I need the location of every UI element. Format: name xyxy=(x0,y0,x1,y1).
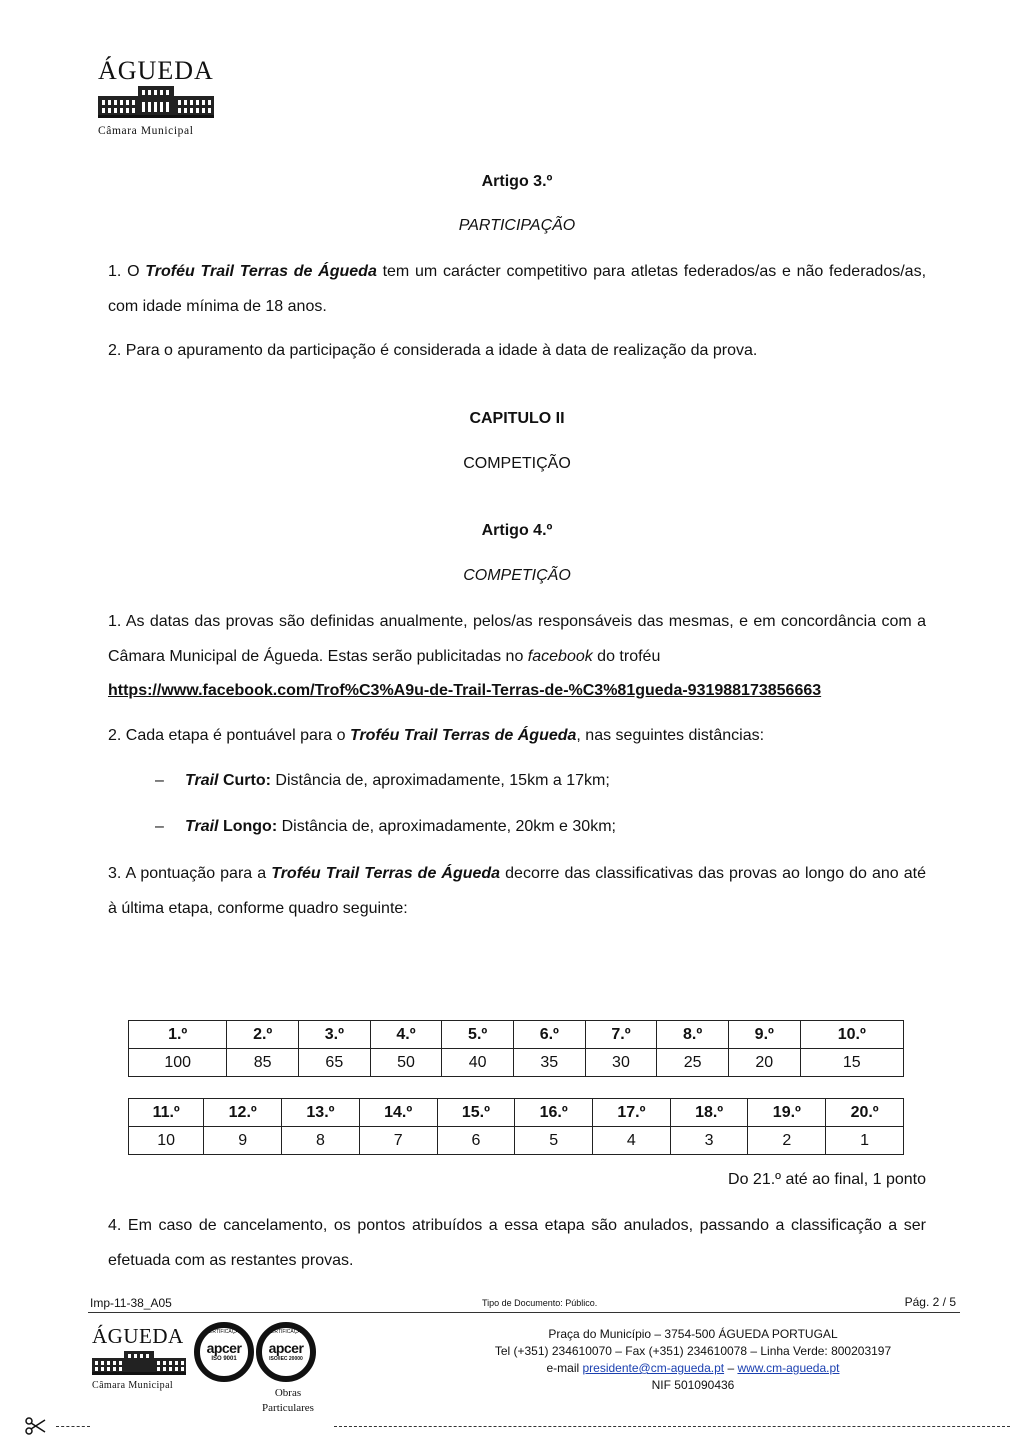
place-cell: 19.º xyxy=(748,1099,826,1127)
chapter-subtitle: COMPETIÇÃO xyxy=(463,455,571,472)
points-cell: 40 xyxy=(442,1049,514,1077)
footer-contacts xyxy=(470,1326,916,1394)
text: Longo: xyxy=(218,818,278,835)
scissors-icon xyxy=(24,1417,46,1435)
nif: NIF 501090436 xyxy=(651,1378,735,1392)
seal-brand: apcer xyxy=(268,1340,304,1356)
text: Trail xyxy=(185,818,219,835)
points-cell: 1 xyxy=(826,1127,904,1155)
phone: Tel (+351) 234610070 – Fax (+351) 234610078 – Linha Verde: 800203197 xyxy=(494,1344,892,1358)
footer-logo xyxy=(92,1324,192,1391)
text: Distância de, aproximadamente, 15km a 17km; xyxy=(270,772,610,789)
text: 2. Cada etapa é pontuável para o xyxy=(108,727,350,744)
points-cell: 100 xyxy=(129,1049,227,1077)
document-code: Imp-11-38_A05 xyxy=(90,1296,172,1310)
place-cell: 6.º xyxy=(513,1021,585,1049)
points-cell: 85 xyxy=(227,1049,299,1077)
website-link[interactable]: www.cm-agueda.pt xyxy=(737,1361,840,1375)
text: 1. As datas das provas são definidas anualmente, pelos/as responsáveis das mesmas, e em concordância com a Câmara Municipal de Águeda. Estas serão publicitadas no xyxy=(108,613,926,665)
bullet-trail-curto xyxy=(155,772,610,790)
logo-name: ÁGUEDA xyxy=(98,56,214,85)
text-emphasis: facebook xyxy=(527,648,593,665)
article-4-title: Artigo 4.º xyxy=(481,522,553,539)
bullet-trail-longo xyxy=(155,818,616,836)
logo-subtitle: Câmara Municipal xyxy=(98,125,194,137)
cut-line-left xyxy=(56,1426,90,1427)
text: , nas seguintes distâncias: xyxy=(576,727,765,744)
email-label: e-mail xyxy=(546,1361,583,1375)
document-type: Tipo de Documento: Público. xyxy=(482,1298,598,1308)
text: 1. O xyxy=(108,263,146,280)
points-cell: 25 xyxy=(657,1049,729,1077)
place-cell: 10.º xyxy=(800,1021,903,1049)
article-4-subtitle: COMPETIÇÃO xyxy=(463,567,571,584)
building-icon xyxy=(98,84,214,118)
text: Trail xyxy=(185,772,219,789)
chapter-title: CAPITULO II xyxy=(469,410,565,427)
seal-standard: ISO/IEC 20000 xyxy=(269,1356,303,1362)
address: Praça do Município – 3754-500 ÁGUEDA PORTUGAL xyxy=(548,1327,838,1341)
article-4-paragraph-1 xyxy=(108,604,926,674)
points-cell: 20 xyxy=(728,1049,800,1077)
email-link[interactable]: presidente@cm-agueda.pt xyxy=(582,1361,725,1375)
table-row xyxy=(129,1021,904,1049)
seal-top-text: CERTIFICAÇÃO xyxy=(267,1329,305,1335)
cut-line-right xyxy=(334,1426,1010,1427)
points-cell: 3 xyxy=(670,1127,748,1155)
place-cell: 1.º xyxy=(129,1021,227,1049)
footer-logo-subtitle: Câmara Municipal xyxy=(92,1380,174,1391)
place-cell: 11.º xyxy=(129,1099,204,1127)
table-note: Do 21.º até ao final, 1 ponto xyxy=(728,1171,926,1188)
trophy-name: Troféu Trail Terras de Águeda xyxy=(145,263,377,280)
place-cell: 12.º xyxy=(204,1099,282,1127)
points-table-2 xyxy=(128,1098,904,1155)
article-3-paragraph-1 xyxy=(108,254,926,324)
facebook-link[interactable]: https://www.facebook.com/Trof%C3%A9u-de-Trail-Terras-de-%C3%81gueda-931988173856663 xyxy=(108,682,822,699)
points-cell: 50 xyxy=(370,1049,442,1077)
seal-brand: apcer xyxy=(206,1340,242,1356)
place-cell: 17.º xyxy=(593,1099,671,1127)
apcer-iso9001-seal xyxy=(194,1322,254,1382)
table-row xyxy=(129,1049,904,1077)
place-cell: 9.º xyxy=(728,1021,800,1049)
seal-standard: ISO 9001 xyxy=(211,1356,237,1362)
place-cell: 7.º xyxy=(585,1021,657,1049)
text: do troféu xyxy=(592,648,661,665)
article-3-paragraph-2: 2. Para o apuramento da participação é considerada a idade à data de realização da prova. xyxy=(108,342,758,359)
email-line xyxy=(470,1360,916,1377)
apcer-iso20000-seal xyxy=(256,1322,316,1382)
points-cell: 7 xyxy=(359,1127,437,1155)
header-logo xyxy=(98,58,216,137)
place-cell: 15.º xyxy=(437,1099,515,1127)
points-table-1 xyxy=(128,1020,904,1077)
article-4-paragraph-3 xyxy=(108,856,926,926)
place-cell: 2.º xyxy=(227,1021,299,1049)
points-cell: 30 xyxy=(585,1049,657,1077)
place-cell: 18.º xyxy=(670,1099,748,1127)
place-cell: 16.º xyxy=(515,1099,593,1127)
footer-logo-name: ÁGUEDA xyxy=(92,1324,184,1348)
seal-top-text: CERTIFICAÇÃO xyxy=(205,1329,243,1335)
text: tem um carácter competitivo para atletas federados/as e não federados/as, com idade mínima de 18 anos. xyxy=(108,263,927,315)
points-cell: 2 xyxy=(748,1127,826,1155)
trophy-name: Troféu Trail Terras de Águeda xyxy=(349,727,577,744)
text: Distância de, aproximadamente, 20km e 30km; xyxy=(277,818,616,835)
trophy-name: Troféu Trail Terras de Águeda xyxy=(271,865,501,882)
points-cell: 6 xyxy=(437,1127,515,1155)
place-cell: 3.º xyxy=(299,1021,371,1049)
place-cell: 20.º xyxy=(826,1099,904,1127)
points-cell: 5 xyxy=(515,1127,593,1155)
dash-icon: – xyxy=(155,772,164,789)
place-cell: 8.º xyxy=(657,1021,729,1049)
points-cell: 35 xyxy=(513,1049,585,1077)
points-cell: 9 xyxy=(204,1127,282,1155)
points-cell: 65 xyxy=(299,1049,371,1077)
text: Curto: xyxy=(218,772,271,789)
dash-icon: – xyxy=(155,818,164,835)
separator: – xyxy=(724,1361,738,1375)
place-cell: 4.º xyxy=(370,1021,442,1049)
text: decorre das classificativas das provas ao longo do ano até à última etapa, conforme quadro seguinte: xyxy=(108,865,927,917)
table-row xyxy=(129,1099,904,1127)
building-icon xyxy=(92,1349,186,1375)
points-cell: 15 xyxy=(800,1049,903,1077)
points-cell: 10 xyxy=(129,1127,204,1155)
page-number: Pág. 2 / 5 xyxy=(904,1295,956,1309)
article-3-title: Artigo 3.º xyxy=(481,173,553,190)
place-cell: 14.º xyxy=(359,1099,437,1127)
footer-divider xyxy=(88,1312,960,1313)
article-3-subtitle: PARTICIPAÇÃO xyxy=(458,217,576,234)
table-row xyxy=(129,1127,904,1155)
text: 3. A pontuação para a xyxy=(108,865,272,882)
article-4-paragraph-2 xyxy=(108,727,926,745)
place-cell: 13.º xyxy=(282,1099,360,1127)
points-cell: 4 xyxy=(593,1127,671,1155)
cert-caption: Obras Particulares xyxy=(262,1387,314,1414)
article-4-paragraph-4: 4. Em caso de cancelamento, os pontos atribuídos a essa etapa são anulados, passando a classificação a ser efetuada com as restantes provas. xyxy=(108,1217,926,1269)
place-cell: 5.º xyxy=(442,1021,514,1049)
points-cell: 8 xyxy=(282,1127,360,1155)
